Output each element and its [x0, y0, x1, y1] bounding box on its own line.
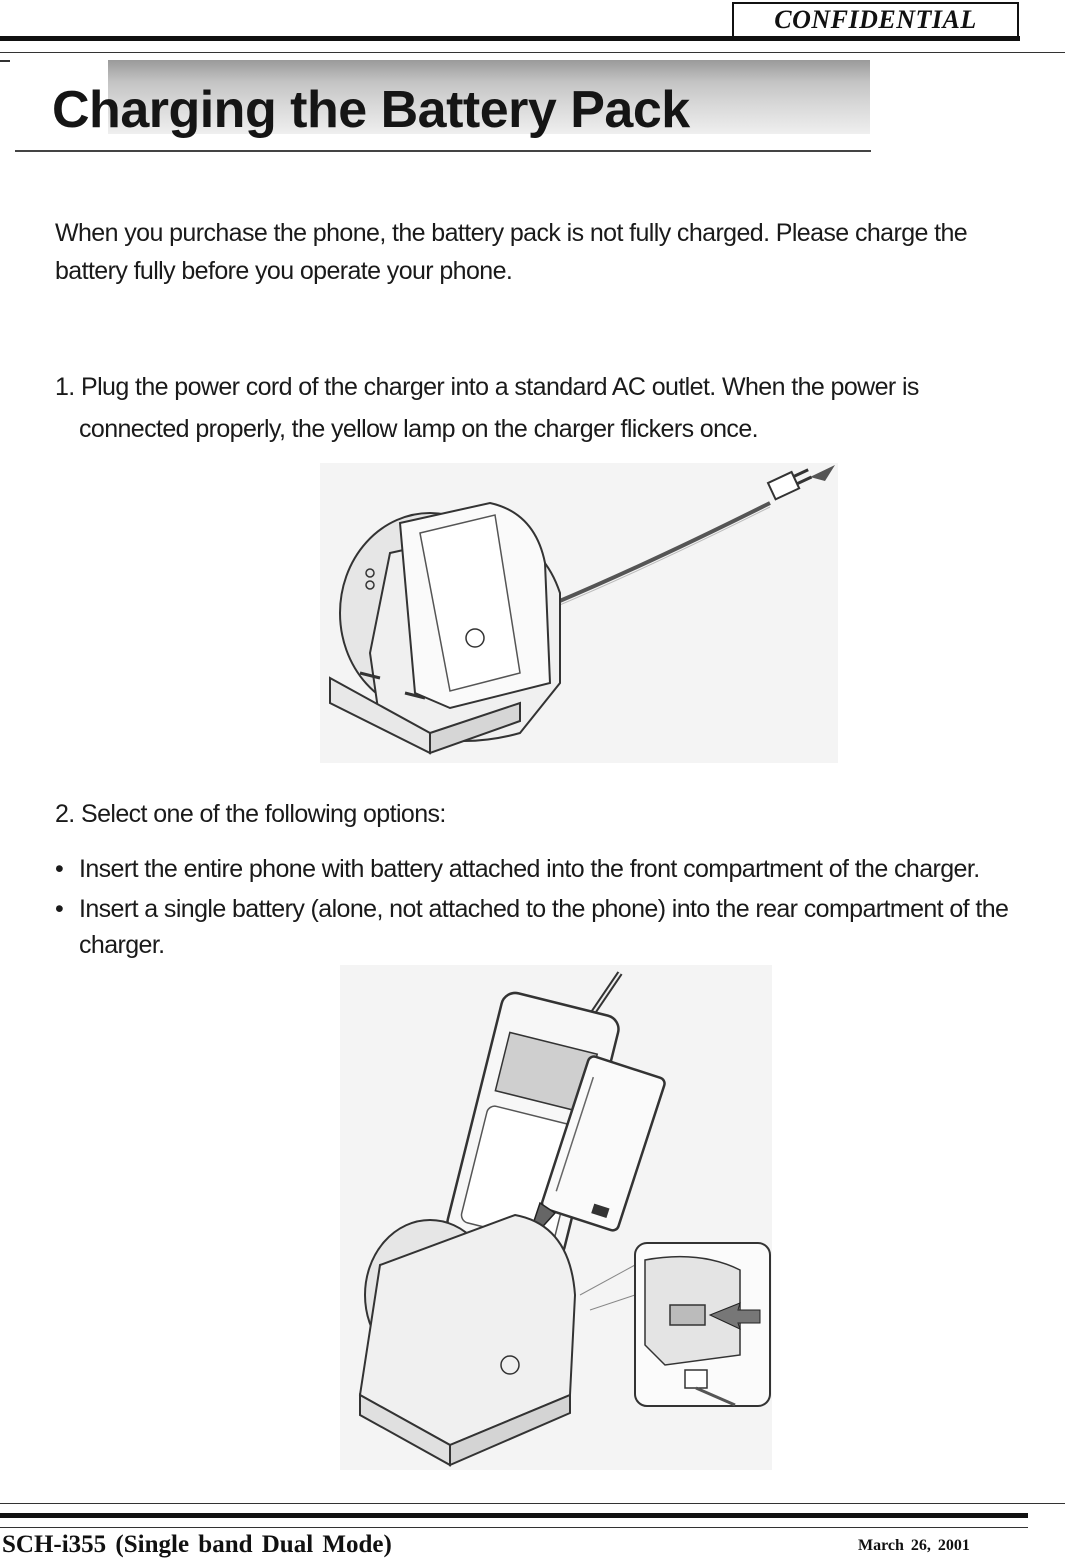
confidential-label: CONFIDENTIAL: [732, 2, 1019, 38]
footer-model: SCH-i355 (Single band Dual Mode): [2, 1531, 392, 1558]
header-tick: [0, 60, 10, 62]
phone-battery-charger-illustration-icon: [340, 965, 772, 1470]
bullet-icon: •: [55, 855, 64, 883]
footer-rule-thick: [0, 1513, 1028, 1518]
step2-heading: 2. Select one of the following options:: [55, 800, 446, 828]
option-bullet-1: [55, 850, 980, 888]
option-text-2: Insert a single battery (alone, not attached to the phone) into the rear compartment of the: [79, 895, 1009, 923]
option-text-1: Insert the entire phone with battery attached into the front compartment of the charger.: [79, 855, 980, 883]
footer-date: March 26, 2001: [858, 1537, 970, 1554]
header-rule: [0, 36, 1020, 41]
step1-line1: 1. Plug the power cord of the charger into a standard AC outlet. When the power is: [55, 373, 919, 401]
charger-illustration-icon: [320, 463, 838, 763]
step1-line2: connected properly, the yellow lamp on the charger flickers once.: [79, 415, 758, 443]
title-underline: [15, 150, 871, 152]
option-text-2-continued: charger.: [79, 931, 165, 959]
footer-rule-top: [0, 1503, 1065, 1504]
footer-rule-thin: [0, 1527, 1028, 1528]
page-title: Charging the Battery Pack: [52, 81, 690, 139]
header-rule-thin: [0, 52, 1065, 53]
intro-paragraph: When you purchase the phone, the battery pack is not fully charged. Please charge the battery fully before you operate your phone.: [55, 219, 968, 285]
bullet-icon: •: [55, 895, 64, 923]
option-bullet-2: [55, 890, 1008, 928]
